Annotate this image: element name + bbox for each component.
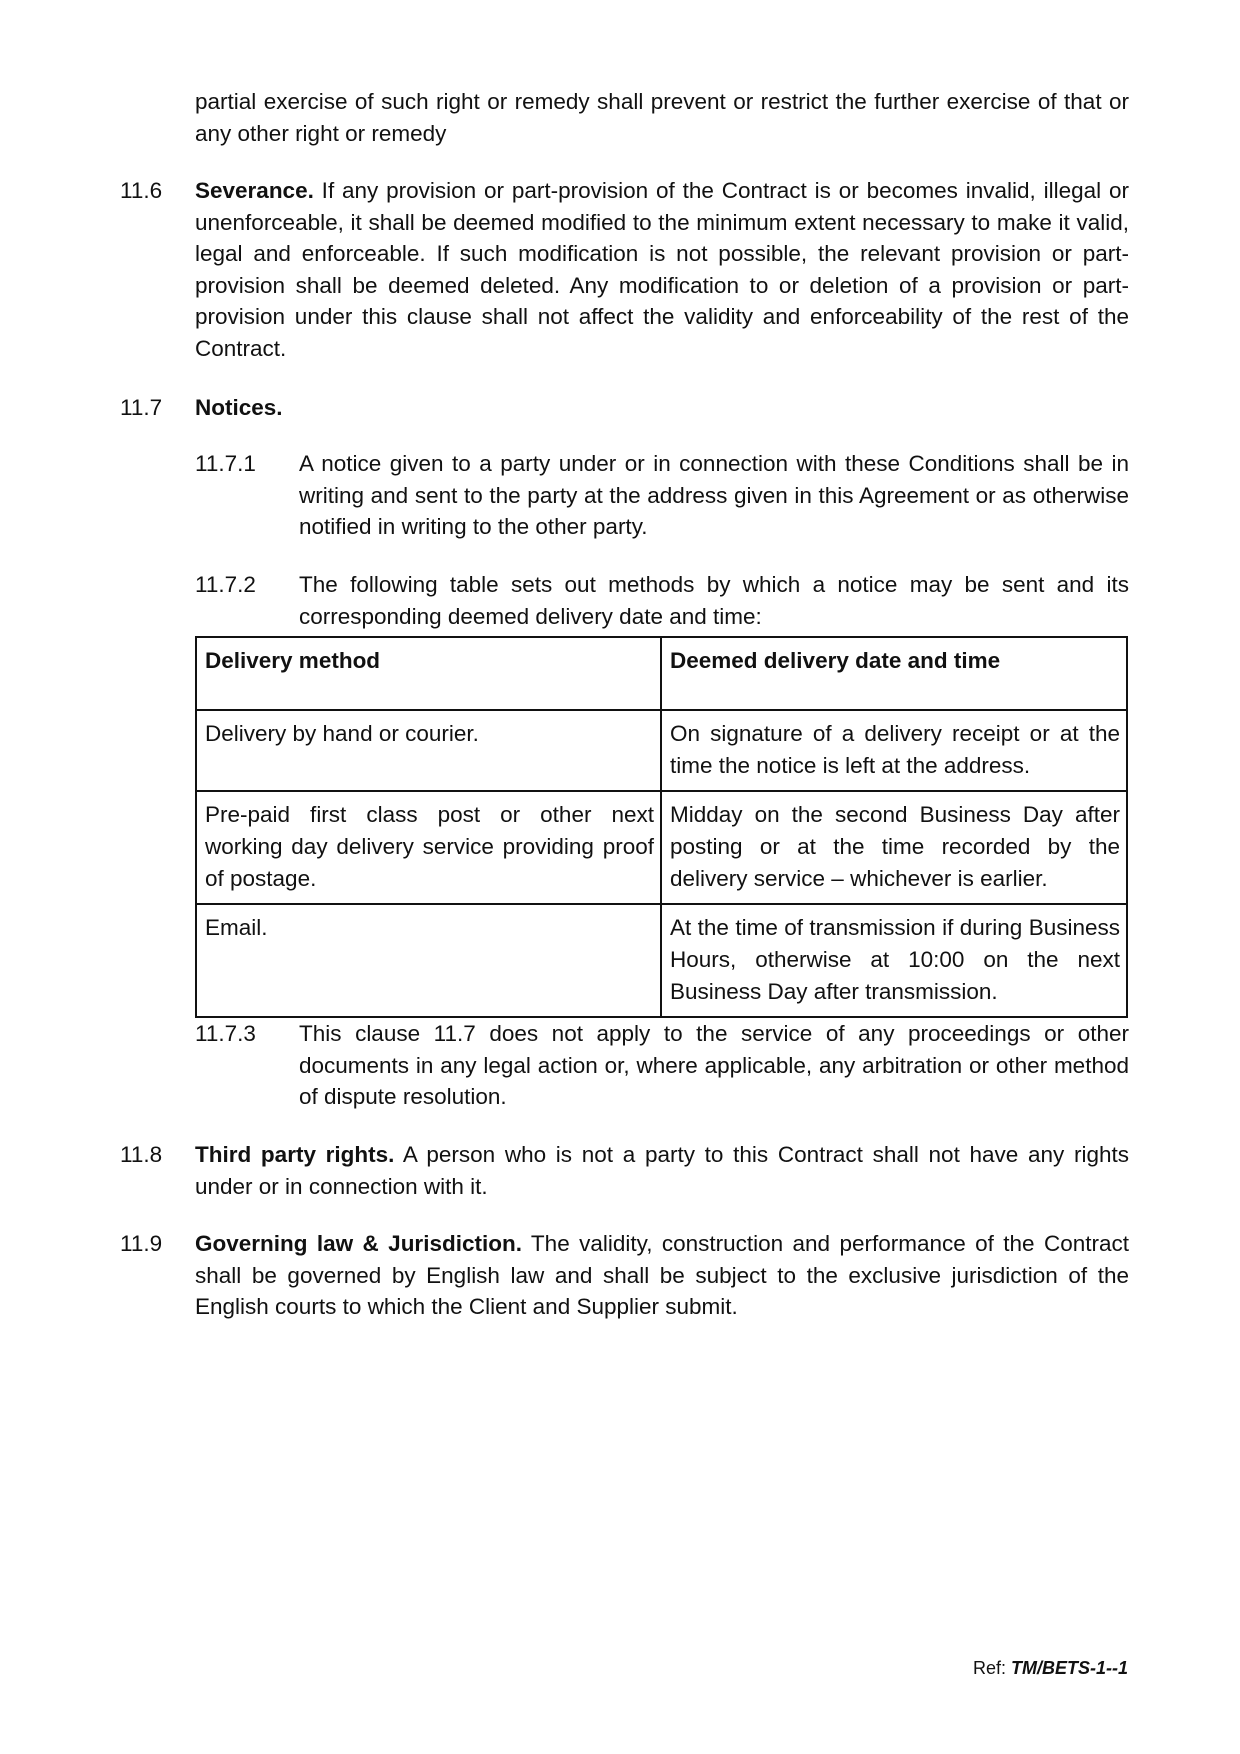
clause-11-6-body: If any provision or part-provision of the Contract is or becomes invalid, illegal or unenforceable, it shall be deemed modified to the minimum extent necessary to make it valid, legal and enforceable. If such modification is not possible, the relevant provision or part-provision shall be deemed deleted. Any modification to or deletion of a provision or part-provision under this clause shall not affect the validity and enforceability of the rest of the Contract. xyxy=(195,178,1129,361)
clause-11-9-body: The validity, construction and performance of the Contract shall be governed by English law and shall be subject to the exclusive jurisdiction of the English courts to which the Client and Supplier submit. xyxy=(195,1231,1129,1319)
footer-ref-label: Ref: xyxy=(972,1658,1011,1678)
clause-11-8-number: 11.8 xyxy=(120,1142,163,1167)
table-row xyxy=(196,710,1127,791)
clause-11-7-3-text: This clause 11.7 does not apply to the service of any proceedings or other documents in any legal action or, where applicable, any arbitration or other method of dispute resolution. xyxy=(299,1021,1129,1109)
footer-reference xyxy=(973,1658,1128,1679)
table-row xyxy=(196,791,1127,904)
table-header-row xyxy=(196,637,1127,710)
notice-methods-table xyxy=(195,636,1128,1018)
table-cell: Delivery by hand or courier. xyxy=(196,710,661,791)
clause-11-8-body: A person who is not a party to this Contract shall not have any rights under or in connection with it. xyxy=(195,1142,1129,1199)
clause-11-9-number: 11.9 xyxy=(120,1231,163,1256)
clause-11-7-3-number: 11.7.3 xyxy=(195,1021,256,1046)
clause-11-7-1-text: A notice given to a party under or in connection with these Conditions shall be in writing and sent to the party at the address given in this Agreement or as otherwise notified in writing to the other party. xyxy=(299,451,1129,539)
footer-ref-code: TM/BETS-1--1 xyxy=(1011,1658,1128,1678)
table-cell: On signature of a delivery receipt or at the time the notice is left at the address. xyxy=(661,710,1127,791)
table-cell: Email. xyxy=(196,904,661,1017)
table-cell: Pre-paid first class post or other next working day delivery service providing proof of postage. xyxy=(196,791,661,904)
table-header-cell: Delivery method xyxy=(196,637,661,710)
clause-11-7-2-text: The following table sets out methods by which a notice may be sent and its corresponding deemed delivery date and time: xyxy=(299,572,1129,629)
table-header-cell: Deemed delivery date and time xyxy=(661,637,1127,710)
clause-11-7-1-number: 11.7.1 xyxy=(195,451,256,476)
clause-11-8-text xyxy=(195,1139,1129,1202)
table-cell: Midday on the second Business Day after posting or at the time recorded by the delivery service – whichever is earlier. xyxy=(661,791,1127,904)
clause-11-7-number: 11.7 xyxy=(120,395,163,420)
clause-11-9-heading: Governing law & Jurisdiction. xyxy=(195,1231,522,1256)
table-row xyxy=(196,904,1127,1017)
clause-11-7-heading: Notices. xyxy=(195,395,283,420)
intro-paragraph: partial exercise of such right or remedy shall prevent or restrict the further exercise of that or any other right or remedy xyxy=(195,89,1129,146)
clause-11-6-heading: Severance. xyxy=(195,178,314,203)
clause-11-6-number: 11.6 xyxy=(120,178,163,203)
clause-11-6-text xyxy=(195,175,1129,364)
clause-11-9-text xyxy=(195,1228,1129,1323)
clause-11-8-heading: Third party rights. xyxy=(195,1142,395,1167)
table-cell: At the time of transmission if during Business Hours, otherwise at 10:00 on the next Business Day after transmission. xyxy=(661,904,1127,1017)
clause-11-7-2-number: 11.7.2 xyxy=(195,572,256,597)
